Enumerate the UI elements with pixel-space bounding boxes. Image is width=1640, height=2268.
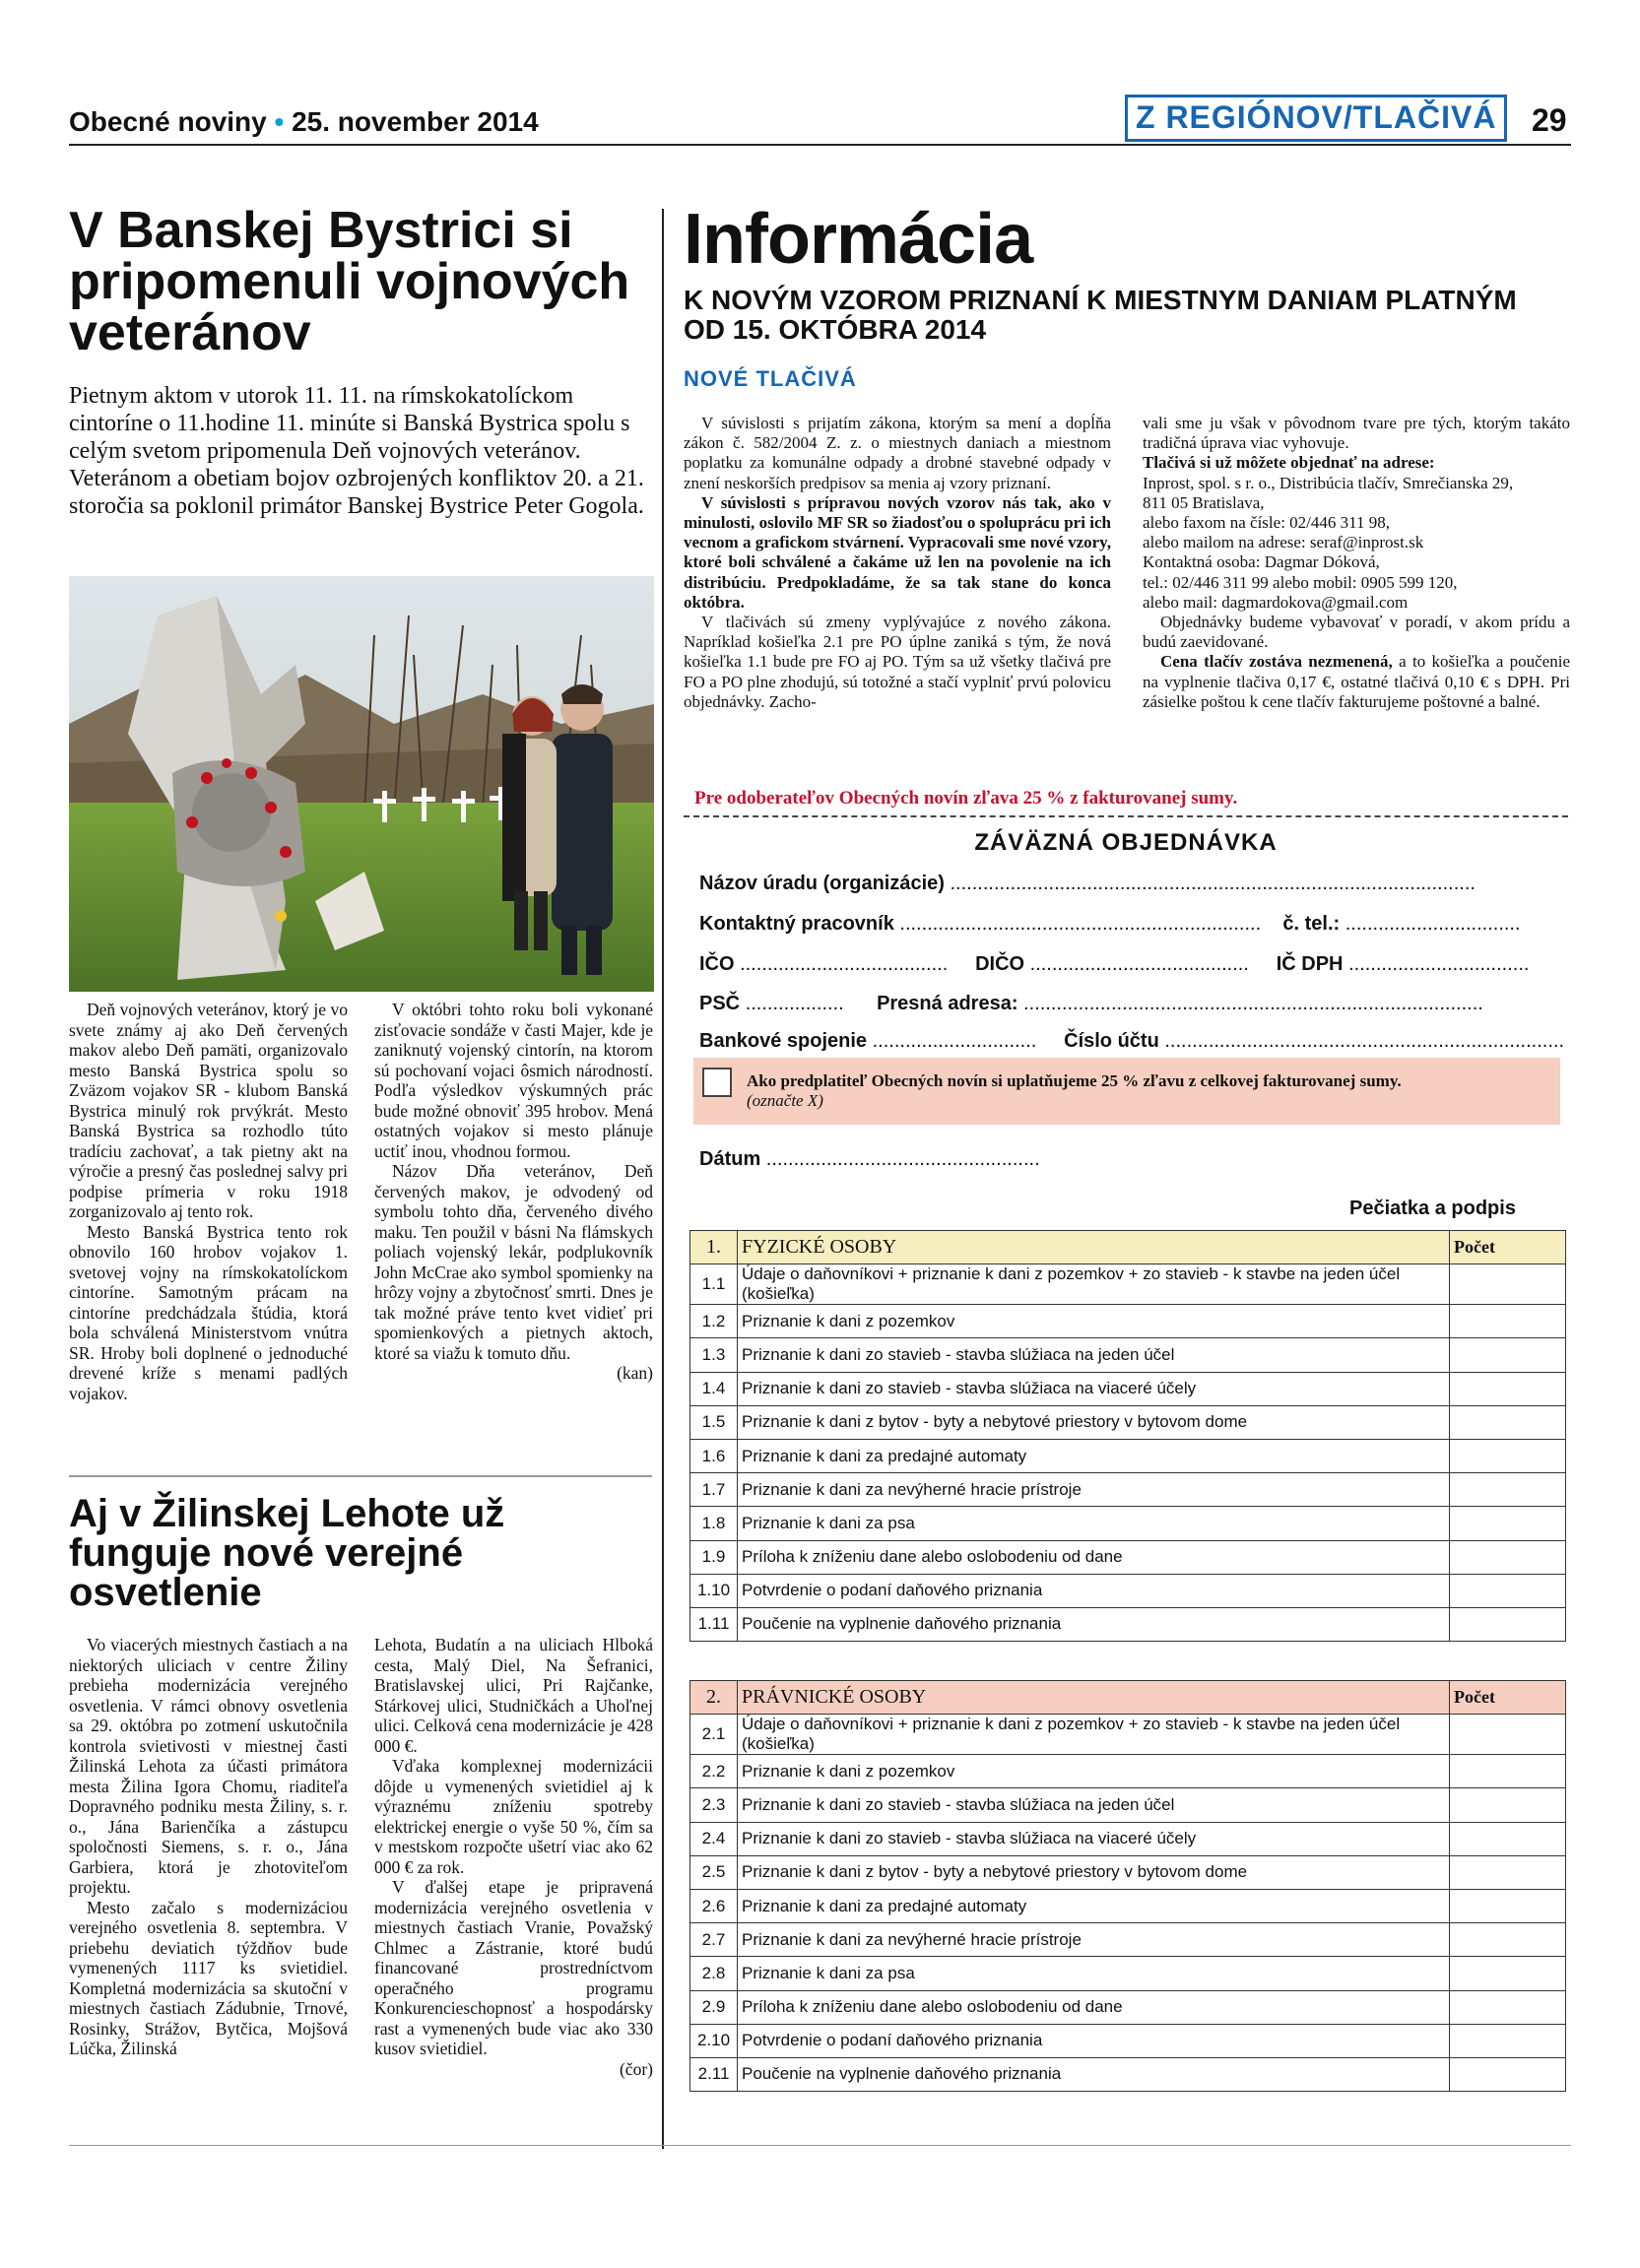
- table-row: [690, 1957, 1566, 1990]
- row-number: 2.8: [690, 1957, 738, 1990]
- row-number: 2.4: [690, 1822, 738, 1855]
- subscriber-text-block: [747, 1071, 1544, 1111]
- row-number: 2.3: [690, 1788, 738, 1822]
- row-number: 1.8: [690, 1507, 738, 1540]
- article2-paragraph: V ďalšej etape je pripravená modernizácia verejného osvetlenia v miestnych častiach Vranie, Považský Chlmec a Zástranie, ktoré budú financované prostredníctvom operačného programu Konkurencieschopnosť a hospodársky rast a vymenených bude viac ako 330 kusov svietidiel.: [374, 1877, 653, 2058]
- order-address-line: Inprost, spol. s r. o., Distribúcia tlačív, Smrečianska 29,: [1143, 473, 1514, 492]
- header-bullet: •: [274, 106, 285, 137]
- row-number: 2.5: [690, 1855, 738, 1889]
- dic-label: DIČO: [975, 953, 1025, 975]
- form-name: Priznanie k dani zo stavieb - stavba slúžiaca na viaceré účely: [738, 1822, 1450, 1855]
- table-row: [690, 1305, 1566, 1338]
- table-header-row: [690, 1231, 1566, 1264]
- info-column-2: [1143, 414, 1570, 712]
- header-rule: [69, 144, 1571, 146]
- table-row: [690, 1574, 1566, 1607]
- row-number: 1.7: [690, 1473, 738, 1507]
- office-field[interactable]: [699, 873, 1476, 895]
- article2-paragraph: Mesto začalo s modernizáciou verejného osvetlenia 8. septembra. V priebehu deviatich týždňov bude vymenených 1117 ks svietidiel. Kompletná modernizácia sa skutoční v miestnych častiach Zádubnie, Trnové, Rosinky, Strážov, Bytčica, Mojšová Lúčka, Žilinská: [69, 1897, 348, 2058]
- count-cell[interactable]: [1450, 1540, 1566, 1574]
- table-row: [690, 1855, 1566, 1889]
- row-number: 2.7: [690, 1923, 738, 1957]
- row-number: 1.10: [690, 1574, 738, 1607]
- article-separator: [69, 1475, 652, 1477]
- count-cell[interactable]: [1450, 1889, 1566, 1922]
- row-number: 2.11: [690, 2057, 738, 2091]
- form-name: Údaje o daňovníkovi + priznanie k dani z pozemkov + zo stavieb - k stavbe na jeden účel (košieľka): [738, 1264, 1450, 1305]
- form-name: Priznanie k dani z bytov - byty a nebytové priestory v bytovom dome: [738, 1405, 1450, 1439]
- section-label: Z REGIÓNOV/TLAČIVÁ: [1125, 95, 1507, 142]
- count-cell[interactable]: [1450, 1264, 1566, 1305]
- table-row: [690, 1338, 1566, 1372]
- form-name: Priznanie k dani zo stavieb - stavba slúžiaca na viaceré účely: [738, 1372, 1450, 1405]
- bank-input-line[interactable]: ..............................: [872, 1030, 1037, 1052]
- table-row: [690, 1715, 1566, 1755]
- bank-label: Bankové spojenie: [699, 1030, 868, 1052]
- article2-paragraph: Vo viacerých miestnych častiach a na niektorých uliciach v centre Žiliny prebieha modernizácia verejného osvetlenia. V rámci obnovy osvetlenia sa 29. októbra po zotmení uskutočnila kontrola svietivosti v miestnej časti Žilinská Lehota za účasti primátora mesta Žilina Igora Chomu, riaditeľa Dopravného podniku mesta Žiliny, s. r. o., Jána Barienčíka a zástupcu spoločnosti Siemens, s. r. o., Jána Garbiera, ktorá je zhotoviteľom projektu.: [69, 1635, 348, 1897]
- article2-headline: Aj v Žilinskej Lehote už funguje nové verejné osvetlenie: [69, 1492, 505, 1614]
- subscriber-text: Ako predplatiteľ Obecných novín si uplatňujeme 25 % zľavu z celkovej fakturovanej sumy.: [747, 1071, 1402, 1090]
- issue-date: 25. november 2014: [292, 106, 539, 137]
- order-address-heading: Tlačivá si už môžete objednať na adrese:: [1143, 453, 1435, 473]
- date-input-line[interactable]: ..................................................: [765, 1148, 1040, 1170]
- form-name: Priznanie k dani za psa: [738, 1957, 1450, 1990]
- count-cell[interactable]: [1450, 1855, 1566, 1889]
- office-label: Názov úradu (organizácie): [699, 873, 945, 894]
- order-address-line: 811 05 Bratislava,: [1143, 492, 1265, 512]
- contact-label: Kontaktný pracovník: [699, 913, 894, 935]
- table-row: [690, 1788, 1566, 1822]
- date-label: Dátum: [699, 1148, 761, 1170]
- info-subtitle-line: K NOVÝM VZOROM PRIZNANÍ K MIESTNYM DANIAM PLATNÝM: [684, 285, 1517, 315]
- row-number: 2.9: [690, 1990, 738, 2024]
- table-row: [690, 1372, 1566, 1405]
- page-number: 29: [1532, 102, 1567, 138]
- table-row: [690, 1607, 1566, 1641]
- row-number: 1.1: [690, 1264, 738, 1305]
- count-cell[interactable]: [1450, 1715, 1566, 1755]
- row-number: 2.10: [690, 2024, 738, 2057]
- table-header-row: [690, 1681, 1566, 1715]
- article1-column-1: [69, 1000, 348, 1403]
- count-cell[interactable]: [1450, 1755, 1566, 1788]
- section-title: FYZICKÉ OSOBY: [738, 1231, 1450, 1264]
- info-paragraph: V tlačivách sú zmeny vyplývajúce z nového zákona. Napríklad košieľka 2.1 pre PO úplne zaniká s tým, že nová košieľka 1.1 bude pre FO aj PO. Tým sa už všetky tlačivá pre FO a PO plne zhodujú, sú totožné a stačí vyplniť prvú polovicu objednávky. Zacho-: [684, 613, 1111, 711]
- row-number: 2.6: [690, 1889, 738, 1922]
- address-label: Presná adresa:: [877, 993, 1018, 1014]
- tax-ids-row: [699, 953, 1529, 976]
- info-subtitle-line: OD 15. OKTÓBRA 2014: [684, 314, 987, 345]
- form-name: Priznanie k dani za nevýherné hracie prístroje: [738, 1923, 1450, 1957]
- article2-paragraph: Lehota, Budatín a na uliciach Hlboká cesta, Malý Diel, Na Šefranici, Bratislavskej ulici, Pri Rajčanke, Stárkovej ulici, Studničkách a Uhoľnej ulici. Celková cena modernizácie je 428 000 €.: [374, 1635, 653, 1756]
- natural-persons-table: [689, 1230, 1566, 1642]
- form-name: Priznanie k dani z pozemkov: [738, 1305, 1450, 1338]
- new-forms-label: NOVÉ TLAČIVÁ: [684, 366, 857, 391]
- order-form-title: ZÁVÄZNÁ OBJEDNÁVKA: [974, 829, 1278, 856]
- form-name: Priznanie k dani z bytov - byty a nebytové priestory v bytovom dome: [738, 1855, 1450, 1889]
- office-input-line[interactable]: ................................................................................................: [950, 873, 1476, 894]
- form-name: Poučenie na vyplnenie daňového priznania: [738, 2057, 1450, 2091]
- count-cell[interactable]: [1450, 1788, 1566, 1822]
- article2-paragraph: Vďaka komplexnej modernizácii dôjde u vymenených svietidiel aj k výraznému zníženiu spotreby elektrickej energie o vyše 50 %, čím sa v mestskom rozpočte ušetrí viac ako 62 000 € za rok.: [374, 1756, 653, 1877]
- form-name: Priznanie k dani za nevýherné hracie prístroje: [738, 1473, 1450, 1507]
- date-field: [699, 1148, 1040, 1171]
- address-input-line[interactable]: ....................................................................................: [1023, 993, 1483, 1014]
- count-header: Počet: [1450, 1681, 1566, 1715]
- info-column-1: [684, 414, 1111, 712]
- dic-input-line[interactable]: ........................................: [1029, 953, 1249, 975]
- legal-persons-table: [689, 1680, 1566, 2092]
- form-name: Priznanie k dani za predajné automaty: [738, 1889, 1450, 1922]
- form-name: Potvrdenie o podaní daňového priznania: [738, 1574, 1450, 1607]
- order-address-line: alebo faxom na čísle: 02/446 311 98,: [1143, 513, 1391, 533]
- cemetery-photo-illustration: [69, 576, 654, 992]
- info-paragraph: Objednávky budeme vybavovať v poradí, v akom prídu a budú zaevidované.: [1143, 613, 1570, 652]
- stamp-signature-label: Pečiatka a podpis: [1349, 1198, 1516, 1219]
- row-number: 2.2: [690, 1755, 738, 1788]
- table-row: [690, 2024, 1566, 2057]
- info-subtitle: [684, 286, 1550, 345]
- form-name: Priznanie k dani zo stavieb - stavba slúžiaca na jeden účel: [738, 1338, 1450, 1372]
- cut-line: [684, 815, 1568, 817]
- subscriber-checkbox[interactable]: [702, 1068, 732, 1097]
- icdph-input-line[interactable]: .................................: [1348, 953, 1530, 975]
- table-row: [690, 1755, 1566, 1788]
- subscriber-hint: (označte X): [747, 1091, 823, 1110]
- price-note-bold: Cena tlačív zostáva nezmenená,: [1160, 652, 1393, 672]
- count-cell[interactable]: [1450, 1372, 1566, 1405]
- form-name: Priznanie k dani za psa: [738, 1507, 1450, 1540]
- info-paragraph: [1143, 652, 1570, 712]
- info-paragraph: V súvislosti s prijatím zákona, ktorým sa mení a dopĺňa zákon č. 582/2004 Z. z. o miestnych daniach a miestnom poplatku za komunálne odpady a drobné stavebné odpady v znení neskorších predpisov sa menia aj vzory priznaní.: [684, 414, 1111, 492]
- count-cell[interactable]: [1450, 1574, 1566, 1607]
- table-row: [690, 1439, 1566, 1472]
- count-cell[interactable]: [1450, 1338, 1566, 1372]
- order-address-line: alebo mailom na adrese: seraf@inprost.sk: [1143, 533, 1424, 552]
- info-headline: Informácia: [684, 200, 1033, 279]
- form-name: Poučenie na vyplnenie daňového priznania: [738, 1607, 1450, 1641]
- count-cell[interactable]: [1450, 1507, 1566, 1540]
- article2-column-1: [69, 1635, 348, 2059]
- count-cell[interactable]: [1450, 1405, 1566, 1439]
- section-title: PRÁVNICKÉ OSOBY: [738, 1681, 1450, 1715]
- article1-paragraph: Mesto Banská Bystrica tento rok obnovilo 160 hrobov vojakov 1. svetovej vojny na rímskokatolíckom cintoríne. Samotným prácam na cintoríne predchádzala štúdia, ktorá bola schválená Ministerstvom vnútra SR. Hroby boli doplnené o jednoduché drevené kríže s menami padlých vojakov.: [69, 1221, 348, 1403]
- article2-column-2: [374, 1635, 653, 2079]
- discount-note: Pre odoberateľov Obecných novín zľava 25 % z fakturovanej sumy.: [694, 788, 1238, 809]
- article1-paragraph: Deň vojnových veteránov, ktorý je vo svete známy aj ako Deň červených makov alebo Deň pamäti, organizovalo mesto Banská Bystrica spolu so Zväzom vojakov SR - klubom Banská Bystrica minulý rok prvýkrát. Mesto Banská Bystrica sa rozhodlo túto tradíciu zachovať, a tak pietny akt na výročie a presný čas poslednej salvy pri podpise prímeria v roku 1918 zorganizovalo aj tento rok.: [69, 1000, 348, 1221]
- psc-label: PSČ: [699, 993, 741, 1014]
- ico-label: IČO: [699, 953, 735, 975]
- form-name: Priznanie k dani z pozemkov: [738, 1755, 1450, 1788]
- table-row: [690, 1889, 1566, 1922]
- form-name: Priznanie k dani za predajné automaty: [738, 1439, 1450, 1472]
- count-cell[interactable]: [1450, 1822, 1566, 1855]
- order-address-line: Kontaktná osoba: Dagmar Dóková,: [1143, 552, 1380, 572]
- section-number: 2.: [690, 1681, 738, 1715]
- row-number: 1.4: [690, 1372, 738, 1405]
- count-header: Počet: [1450, 1231, 1566, 1264]
- price-note: a to košieľka a poučenie na vyplnenie tlačiva 0,17 €, ostatné tlačivá 0,10 € s DPH. Pri zásielke poštou k cene tlačív fakturujeme poštovné a balné.: [1143, 652, 1570, 711]
- form-name: Údaje o daňovníkovi + priznanie k dani z pozemkov + zo stavieb - k stavbe na jeden účel (košieľka): [738, 1715, 1450, 1755]
- row-number: 1.5: [690, 1405, 738, 1439]
- count-cell[interactable]: [1450, 1990, 1566, 2024]
- footer-rule: [69, 2145, 1571, 2146]
- account-input-line[interactable]: .........................................................................: [1164, 1030, 1564, 1052]
- table-row: [690, 1540, 1566, 1574]
- article1-signature: (kan): [617, 1363, 653, 1383]
- count-cell[interactable]: [1450, 1473, 1566, 1507]
- count-cell[interactable]: [1450, 1305, 1566, 1338]
- row-number: 1.6: [690, 1439, 738, 1472]
- article1-paragraph: Názov Dňa veteránov, Deň červených makov, je odvodený od symbolu tohto dňa, červeného divého maku. Ten použil v básni Na flámskych poliach vojenský lekár, podplukovník John McCrae ako symbol spomienky na hrôzy vojny a zbytočnosť smrti. Dnes je tak možné práve tento kvet vidieť pri spomienkových a pietnych aktoch, ktoré sa viažu k tomuto dňu.: [374, 1161, 653, 1363]
- form-name: Priznanie k dani zo stavieb - stavba slúžiaca na jeden účel: [738, 1788, 1450, 1822]
- table-row: [690, 2057, 1566, 2091]
- row-number: 2.1: [690, 1715, 738, 1755]
- row-number: 1.9: [690, 1540, 738, 1574]
- phone-label: č. tel.:: [1282, 913, 1341, 935]
- row-number: 1.11: [690, 1607, 738, 1641]
- article2-signature: (čor): [619, 2058, 653, 2079]
- phone-input-line[interactable]: ................................: [1345, 913, 1521, 935]
- article1-headline: V Banskej Bystrici si pripomenuli vojnových veteránov: [69, 202, 630, 361]
- count-cell[interactable]: [1450, 1607, 1566, 1641]
- count-cell[interactable]: [1450, 1439, 1566, 1472]
- contact-row: [699, 913, 1521, 936]
- row-number: 1.2: [690, 1305, 738, 1338]
- article1-lead: Pietnym aktom v utorok 11. 11. na rímskokatolíckom cintoríne o 11.hodine 11. minúte si Banská Bystrica spolu s celým svetom pripomenula Deň vojnových veteránov. Veteránom a obetiam bojov ozbrojených konfliktov 20. a 21. storočia sa poklonil primátor Banskej Bystrice Peter Gogola.: [69, 383, 644, 519]
- address-row: [699, 993, 1483, 1015]
- article1-column-2: [374, 1000, 653, 1384]
- table-row: [690, 1507, 1566, 1540]
- publication-name: Obecné noviny: [69, 106, 267, 137]
- order-address-line: alebo mail: dagmardokova@gmail.com: [1143, 592, 1409, 612]
- running-header: [69, 106, 539, 138]
- memorial-photo: [69, 576, 654, 992]
- count-cell[interactable]: [1450, 1957, 1566, 1990]
- form-name: Príloha k zníženiu dane alebo oslobodeniu od dane: [738, 1540, 1450, 1574]
- table-row: [690, 1264, 1566, 1305]
- article1-paragraph: V októbri tohto roku boli vykonané zisťovacie sondáže v časti Majer, kde je zaniknutý vojenský cintorín, na ktorom sú pochovaní vojaci ôsmich národností. Podľa výsledkov výskumných prác bude možné obnoviť 395 hrobov. Mená ostatných vojakov si mesto plánuje uctiť inou, vhodnou formou.: [374, 1000, 653, 1161]
- table-row: [690, 1990, 1566, 2024]
- account-label: Číslo účtu: [1064, 1030, 1159, 1052]
- table-row: [690, 1822, 1566, 1855]
- row-number: 1.3: [690, 1338, 738, 1372]
- table-row: [690, 1405, 1566, 1439]
- section-number: 1.: [690, 1231, 738, 1264]
- count-cell[interactable]: [1450, 2057, 1566, 2091]
- count-cell[interactable]: [1450, 2024, 1566, 2057]
- info-paragraph-bold: V súvislosti s prípravou nových vzorov nás tak, ako v minulosti, oslovilo MF SR so žiadosťou o spoluprácu pri ich vecnom a grafickom stvárnení. Vypracovali sme nové vzory, ktoré boli schválené a čakáme už len na povolenie na ich distribúciu. Predpokladáme, že sa tak stane do konca októbra.: [684, 492, 1111, 612]
- bank-row: [699, 1030, 1564, 1053]
- form-name: Príloha k zníženiu dane alebo oslobodeniu od dane: [738, 1990, 1450, 2024]
- info-paragraph: vali sme ju však v pôvodnom tvare pre tých, ktorým takáto tradičná úprava viac vyhovuje.: [1143, 414, 1570, 453]
- order-address-line: tel.: 02/446 311 99 alebo mobil: 0905 599 120,: [1143, 572, 1458, 592]
- table-row: [690, 1473, 1566, 1507]
- table-row: [690, 1923, 1566, 1957]
- form-name: Potvrdenie o podaní daňového priznania: [738, 2024, 1450, 2057]
- contact-input-line[interactable]: ..................................................................: [899, 913, 1262, 935]
- psc-input-line[interactable]: ..................: [745, 993, 844, 1014]
- icdph-label: IČ DPH: [1276, 953, 1344, 975]
- column-divider: [662, 209, 664, 2149]
- count-cell[interactable]: [1450, 1923, 1566, 1957]
- ico-input-line[interactable]: ......................................: [740, 953, 949, 975]
